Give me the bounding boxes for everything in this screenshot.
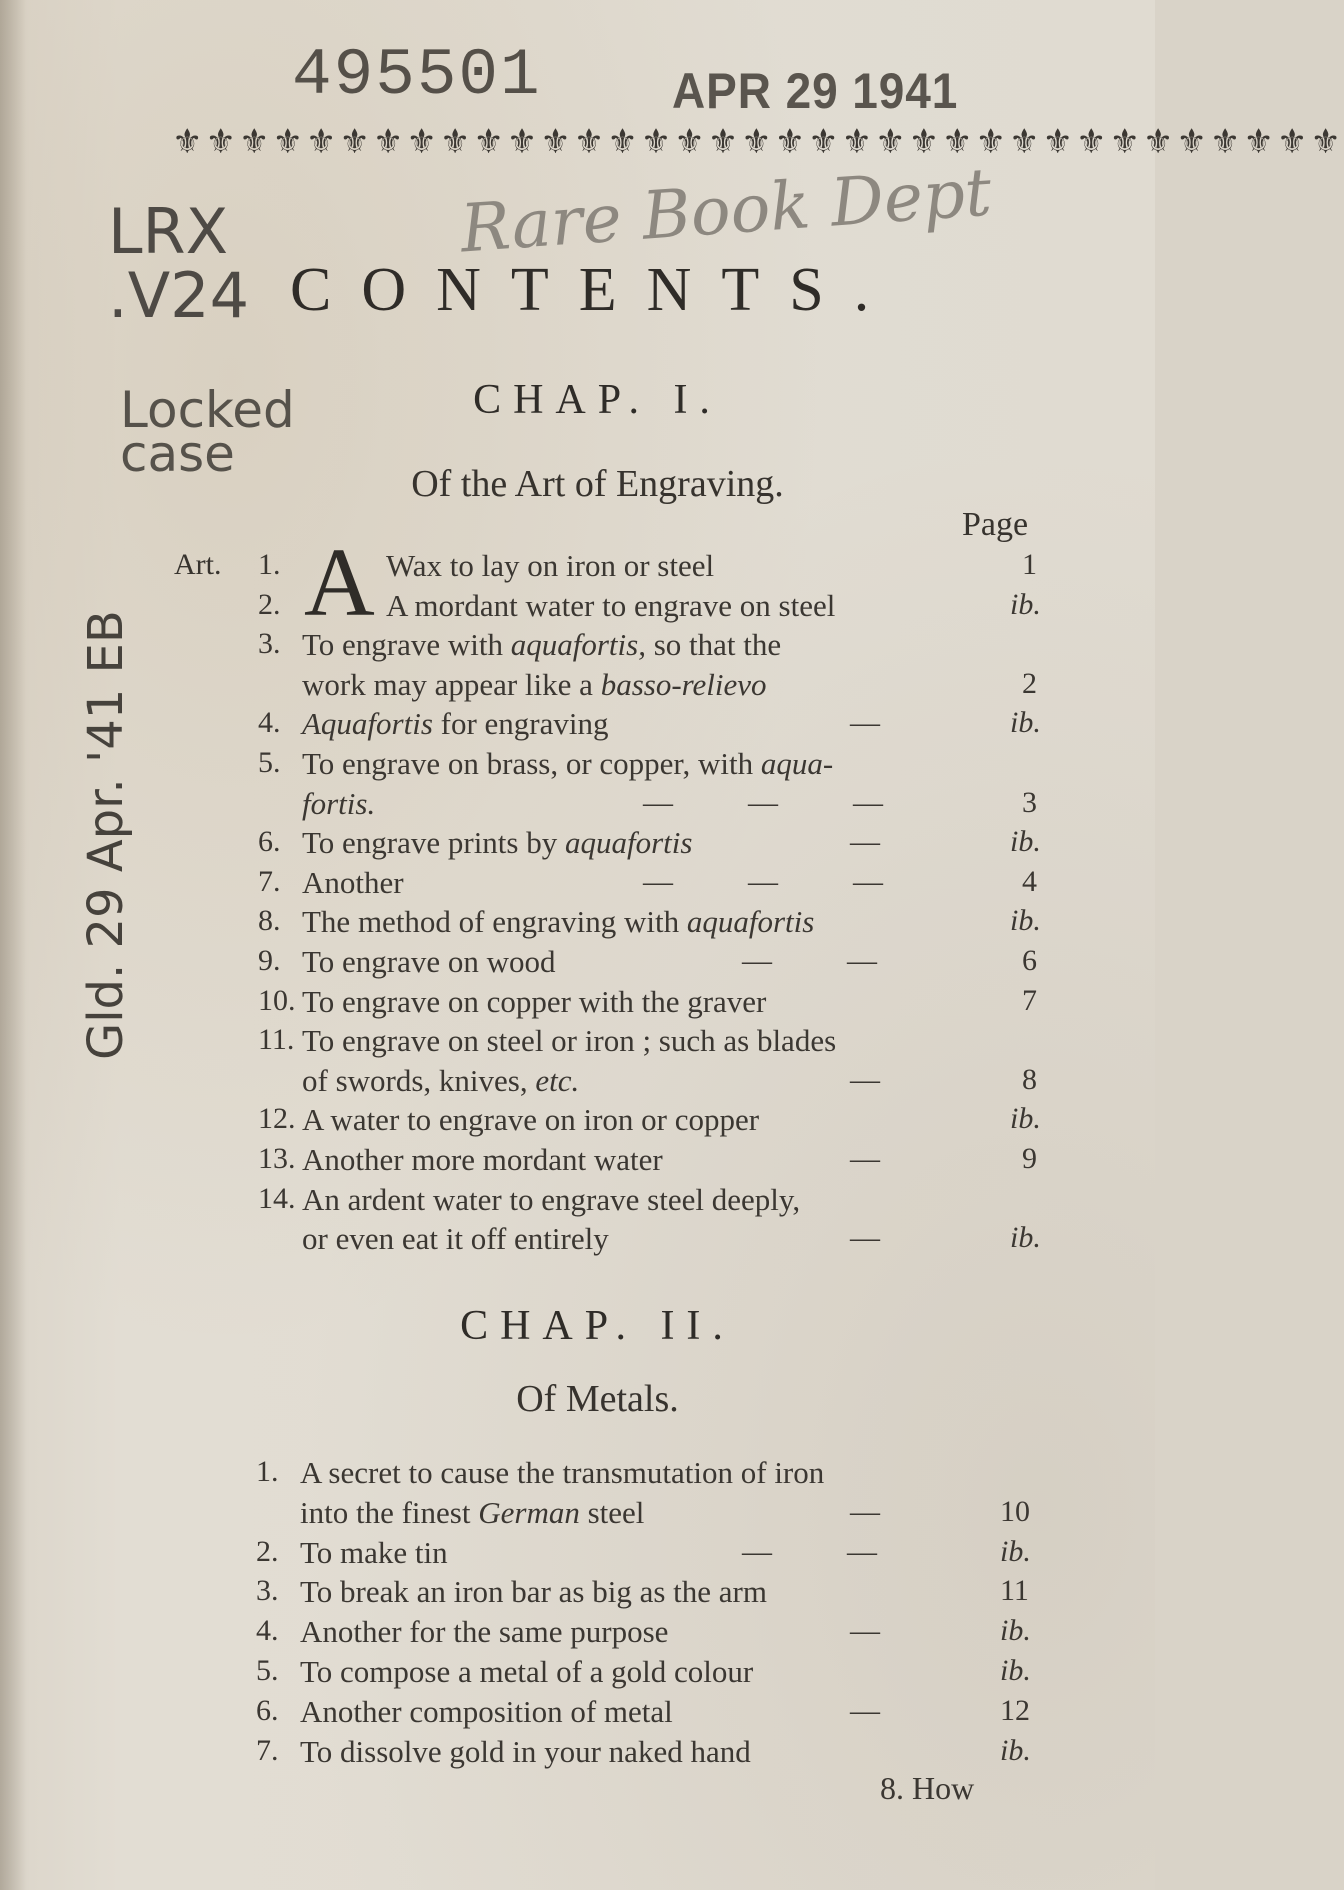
leader-dash: — <box>850 706 880 740</box>
entry-segment: work may appear like a <box>302 666 593 702</box>
entry-number: 6. <box>256 1693 279 1727</box>
spine-shadow <box>0 0 26 1890</box>
entry-segment: or even eat it off entirely <box>302 1221 609 1257</box>
art-label: Art. <box>174 548 222 581</box>
entry-segment: An ardent water to engrave steel deeply, <box>302 1181 801 1217</box>
entry-text <box>302 746 833 786</box>
entry-italic: aquafortis, <box>503 627 646 663</box>
locked-line1: Locked <box>120 381 295 439</box>
entry-text <box>300 1455 824 1495</box>
entry-text <box>302 904 814 944</box>
entry-page: 7 <box>1022 983 1037 1017</box>
entry-text <box>302 627 781 667</box>
entry-number: 1. <box>256 1455 279 1488</box>
entry-segment: A secret to cause the transmutation of iron <box>300 1455 825 1490</box>
entry-segment: Another <box>302 864 404 900</box>
entry-page: 10 <box>1000 1494 1030 1528</box>
chapter1-subtitle: Of the Art of Engraving. <box>411 463 784 505</box>
entry-text <box>302 1182 800 1222</box>
entry-text <box>300 1495 644 1535</box>
locked-line2: case <box>120 425 235 483</box>
entry-text <box>300 1574 767 1614</box>
entry-italic: aquafortis <box>557 825 693 861</box>
entry-text <box>386 548 714 588</box>
entry-page: ib. <box>1000 1733 1031 1767</box>
ornament-border: ⚜⚜⚜⚜⚜⚜⚜⚜⚜⚜⚜⚜⚜⚜⚜⚜⚜⚜⚜⚜⚜⚜⚜⚜⚜⚜⚜⚜⚜⚜⚜⚜⚜⚜⚜ <box>172 122 1344 162</box>
entry-page: 6 <box>1022 944 1037 977</box>
entry-segment: of swords, knives, <box>302 1062 528 1098</box>
entry-number: 3. <box>256 1574 279 1608</box>
entry-segment: To make tin <box>300 1534 448 1570</box>
entry-italic: basso-relievo <box>592 666 767 702</box>
entry-text <box>300 1694 673 1734</box>
handwritten-call-number <box>108 195 250 332</box>
entry-italic: aqua- <box>753 746 834 781</box>
handwritten-side-note: Gld. 29 Apr. '41 EB <box>78 610 134 1060</box>
entry-text <box>302 1142 663 1182</box>
entry-text <box>302 984 766 1024</box>
leader-dash: — — — <box>643 785 883 819</box>
entry-page: ib. <box>1000 1654 1031 1687</box>
entry-number: 11. <box>258 1023 295 1057</box>
entry-number: 6. <box>258 825 281 859</box>
entry-segment: To engrave prints by <box>302 825 558 861</box>
entry-page: ib. <box>1000 1614 1031 1648</box>
entry-text <box>302 1063 579 1103</box>
entry-page: 2 <box>1022 666 1037 700</box>
entry-number: 5. <box>258 746 281 779</box>
leader-dash: — <box>850 1142 880 1175</box>
entry-number: 14. <box>258 1181 296 1215</box>
chapter2-heading: CHAP. II. <box>460 1303 735 1349</box>
entry-number: 2. <box>256 1534 279 1568</box>
entry-number: 4. <box>256 1614 279 1648</box>
entry-page: 3 <box>1022 785 1037 819</box>
entry-text <box>302 1102 759 1142</box>
entry-segment: so that the <box>645 627 782 663</box>
entry-text <box>302 786 375 826</box>
entry-text <box>386 588 835 628</box>
entry-text <box>302 1023 836 1063</box>
entry-segment: A water to engrave on iron or copper <box>302 1102 760 1138</box>
entry-number: 3. <box>258 627 281 661</box>
entry-segment: To engrave with <box>302 627 503 663</box>
entry-text <box>302 825 692 865</box>
entry-segment: into the finest <box>300 1494 471 1530</box>
entry-number: 12. <box>258 1102 296 1136</box>
chapter1-heading: CHAP. I. <box>473 377 722 423</box>
entry-text <box>300 1614 668 1654</box>
entry-segment: To engrave on wood <box>302 944 556 979</box>
page-column-header: Page <box>962 506 1029 543</box>
entry-text <box>300 1734 751 1774</box>
leader-dash: — — <box>742 1534 877 1568</box>
entry-segment: steel <box>579 1494 645 1530</box>
entry-number: 4. <box>258 706 281 740</box>
entry-number: 2. <box>258 587 281 621</box>
entry-number: 10. <box>258 983 296 1017</box>
entry-number: 13. <box>258 1142 296 1175</box>
entry-text <box>302 944 556 984</box>
leader-dash: — <box>850 1693 880 1727</box>
handwritten-rare-book: Rare Book Dept <box>457 153 994 268</box>
entry-page: ib. <box>1010 706 1041 740</box>
entry-segment: The method of engraving with <box>302 904 680 940</box>
entry-text <box>300 1535 448 1575</box>
entry-page: 4 <box>1022 864 1037 898</box>
entry-number: 1. <box>258 548 281 581</box>
entry-segment: Another more mordant water <box>302 1142 663 1177</box>
entry-number: 9. <box>258 944 281 977</box>
accession-stamp: 495501 <box>292 38 542 113</box>
entry-page: ib. <box>1000 1534 1031 1568</box>
chapter2-subtitle: Of Metals. <box>516 1378 679 1420</box>
entry-segment: To break an iron bar as big as the arm <box>300 1574 767 1610</box>
entry-text <box>302 865 404 905</box>
call-number-line2: .V24 <box>108 259 250 332</box>
leader-dash: — <box>850 1221 880 1255</box>
entry-segment: Another for the same purpose <box>300 1614 669 1650</box>
entry-segment: A mordant water to engrave on steel <box>386 587 836 623</box>
catchword: 8. How <box>880 1770 975 1806</box>
entry-page: ib. <box>1010 1102 1041 1136</box>
entry-page: ib. <box>1010 904 1041 938</box>
call-number-line1: LRX <box>108 195 229 268</box>
date-stamp: APR 29 1941 <box>672 63 959 119</box>
entry-segment: To compose a metal of a gold colour <box>300 1654 754 1689</box>
entry-segment: Another composition of metal <box>300 1693 673 1729</box>
leader-dash: — <box>850 825 880 859</box>
entry-number: 5. <box>256 1654 279 1687</box>
entry-number: 7. <box>258 864 281 898</box>
entry-number: 8. <box>258 904 281 938</box>
entry-page: ib. <box>1010 825 1041 859</box>
entry-page: 9 <box>1022 1142 1037 1175</box>
entry-italic: fortis. <box>302 785 376 821</box>
entry-italic: Aquafortis <box>302 706 433 742</box>
entry-page: ib. <box>1010 587 1041 621</box>
entry-italic: aquafortis <box>679 904 815 940</box>
entry-page: 1 <box>1022 548 1037 581</box>
leader-dash: — <box>850 1062 880 1096</box>
entry-text <box>302 667 767 707</box>
leader-dash: — — — <box>643 864 883 898</box>
entry-segment: Wax to lay on iron or steel <box>386 548 715 583</box>
leader-dash: — <box>850 1614 880 1648</box>
entry-text <box>300 1654 753 1694</box>
entry-italic: etc. <box>527 1062 580 1098</box>
drop-cap: A <box>304 529 375 637</box>
leader-dash: — — <box>742 944 877 977</box>
entry-italic: German <box>470 1494 580 1530</box>
entry-page: ib. <box>1010 1221 1041 1255</box>
entry-text <box>302 706 609 746</box>
entry-segment: To engrave on brass, or copper, with <box>302 746 754 781</box>
entry-segment: To engrave on steel or iron ; such as blades <box>302 1023 837 1059</box>
entry-text <box>302 1221 609 1261</box>
entry-number: 7. <box>256 1733 279 1767</box>
entry-page: 11 <box>1000 1574 1029 1608</box>
entry-page: 8 <box>1022 1062 1037 1096</box>
entry-segment: To dissolve gold in your naked hand <box>300 1733 751 1769</box>
entry-segment: for engraving <box>432 706 609 742</box>
entry-page: 12 <box>1000 1693 1030 1727</box>
entry-segment: To engrave on copper with the graver <box>302 983 767 1019</box>
leader-dash: — <box>850 1494 880 1528</box>
page-title: CONTENTS. <box>290 256 900 324</box>
